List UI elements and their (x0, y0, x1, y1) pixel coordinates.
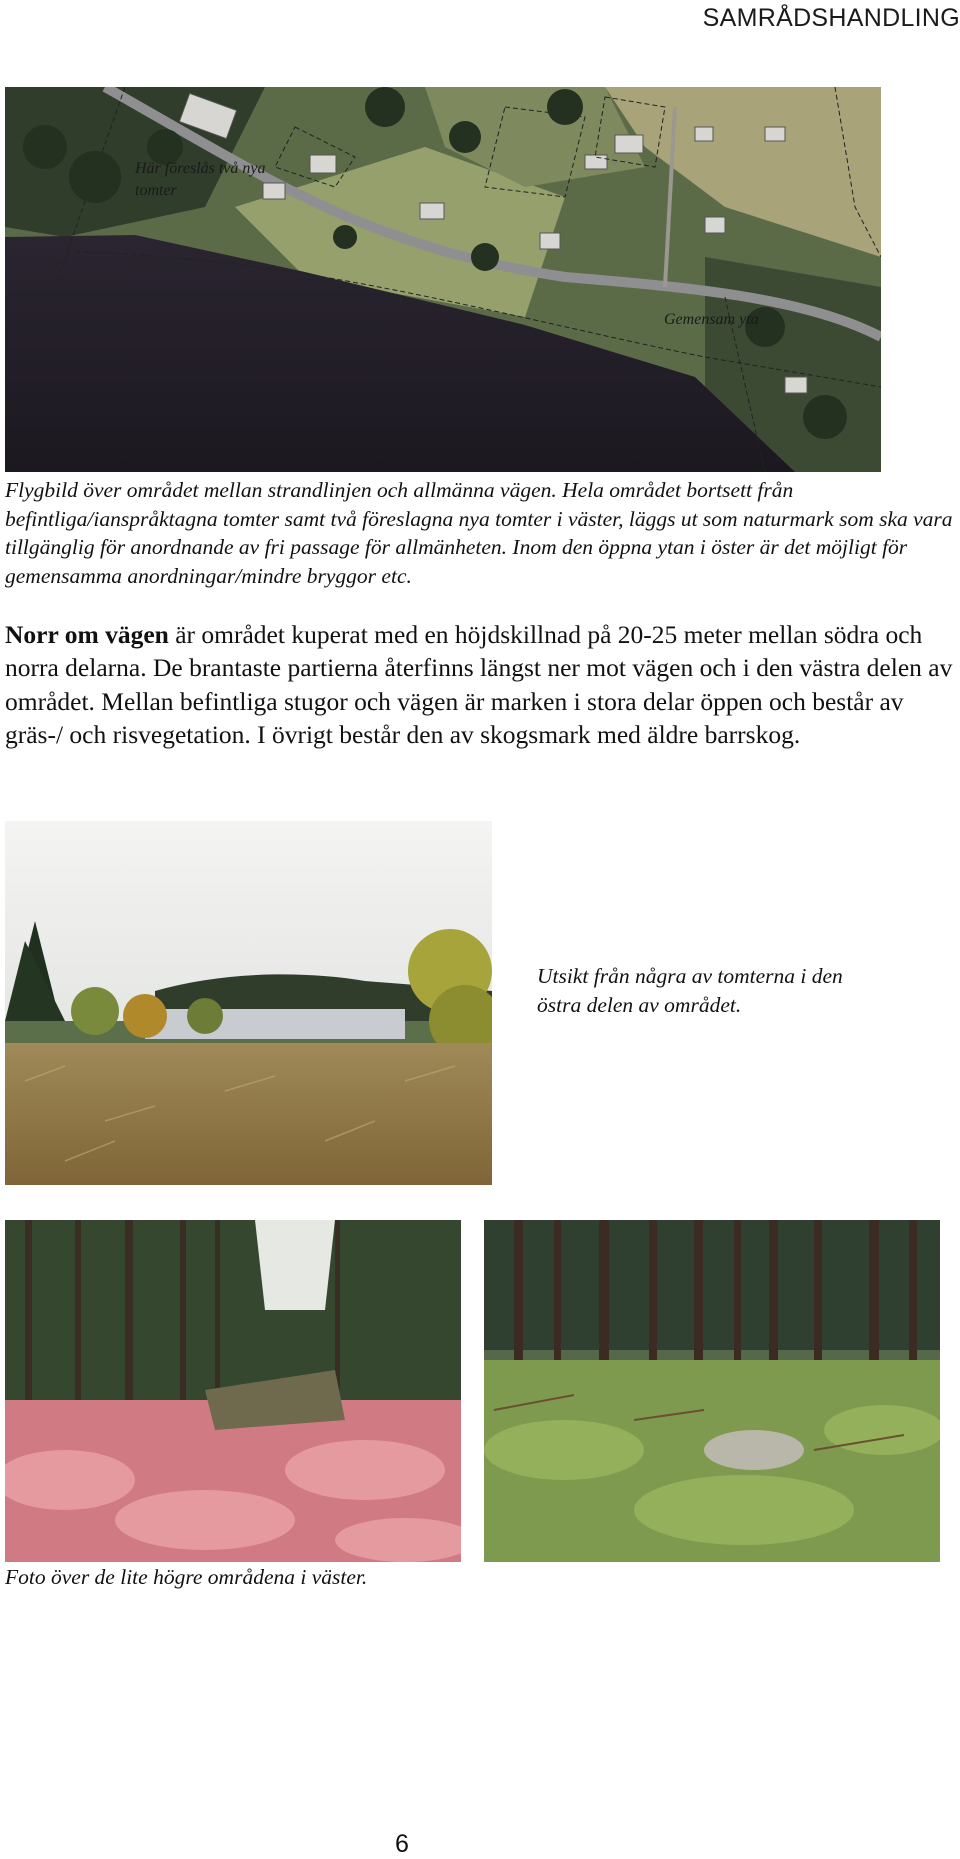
aerial-photo (5, 87, 881, 472)
page-number: 6 (395, 1830, 409, 1858)
aerial-caption: Flygbild över området mellan strandlinjen och allmänna vägen. Hela området bortsett från befintliga/ianspråktagna tomter samt två föreslagna nya tomter i väster, läggs ut som naturmark som ska vara tillgänglig för anordnande av fri passage för allmänheten. Inom den öppna ytan i öster är det möjligt för gemensamma anordningar/mindre bryggor etc. (5, 478, 953, 588)
meadow-photo (5, 821, 492, 1185)
body-paragraph (5, 618, 955, 752)
body-text: är området kuperat med en höjdskillnad på 20-25 meter mellan södra och norra delarna. De brantaste partierna återfinns längst ner mot vägen och i den västra delen av området. Mellan befintliga stugor och vägen är marken i stora delar öppen och består av gräs-/ och risvegetation. I övrigt består den av skogsmark med äldre barrskog. (5, 620, 953, 750)
meadow-photo-image (5, 821, 492, 1185)
map-label-west: Här föreslås två nya tomter (135, 160, 266, 199)
body-lead: Norr om vägen (5, 620, 169, 649)
map-label-east: Gemensam yta (664, 311, 759, 328)
fern-photo (5, 1220, 461, 1562)
aerial-photo-image (5, 87, 881, 472)
document-header: SAMRÅDSHANDLING (702, 4, 960, 32)
forest-photo (484, 1220, 940, 1562)
fern-photo-image (5, 1220, 461, 1562)
west-caption: Foto över de lite högre områdena i väster. (5, 1565, 368, 1589)
forest-photo-image (484, 1220, 940, 1562)
meadow-caption: Utsikt från några av tomterna i den östra delen av området. (537, 964, 843, 1017)
